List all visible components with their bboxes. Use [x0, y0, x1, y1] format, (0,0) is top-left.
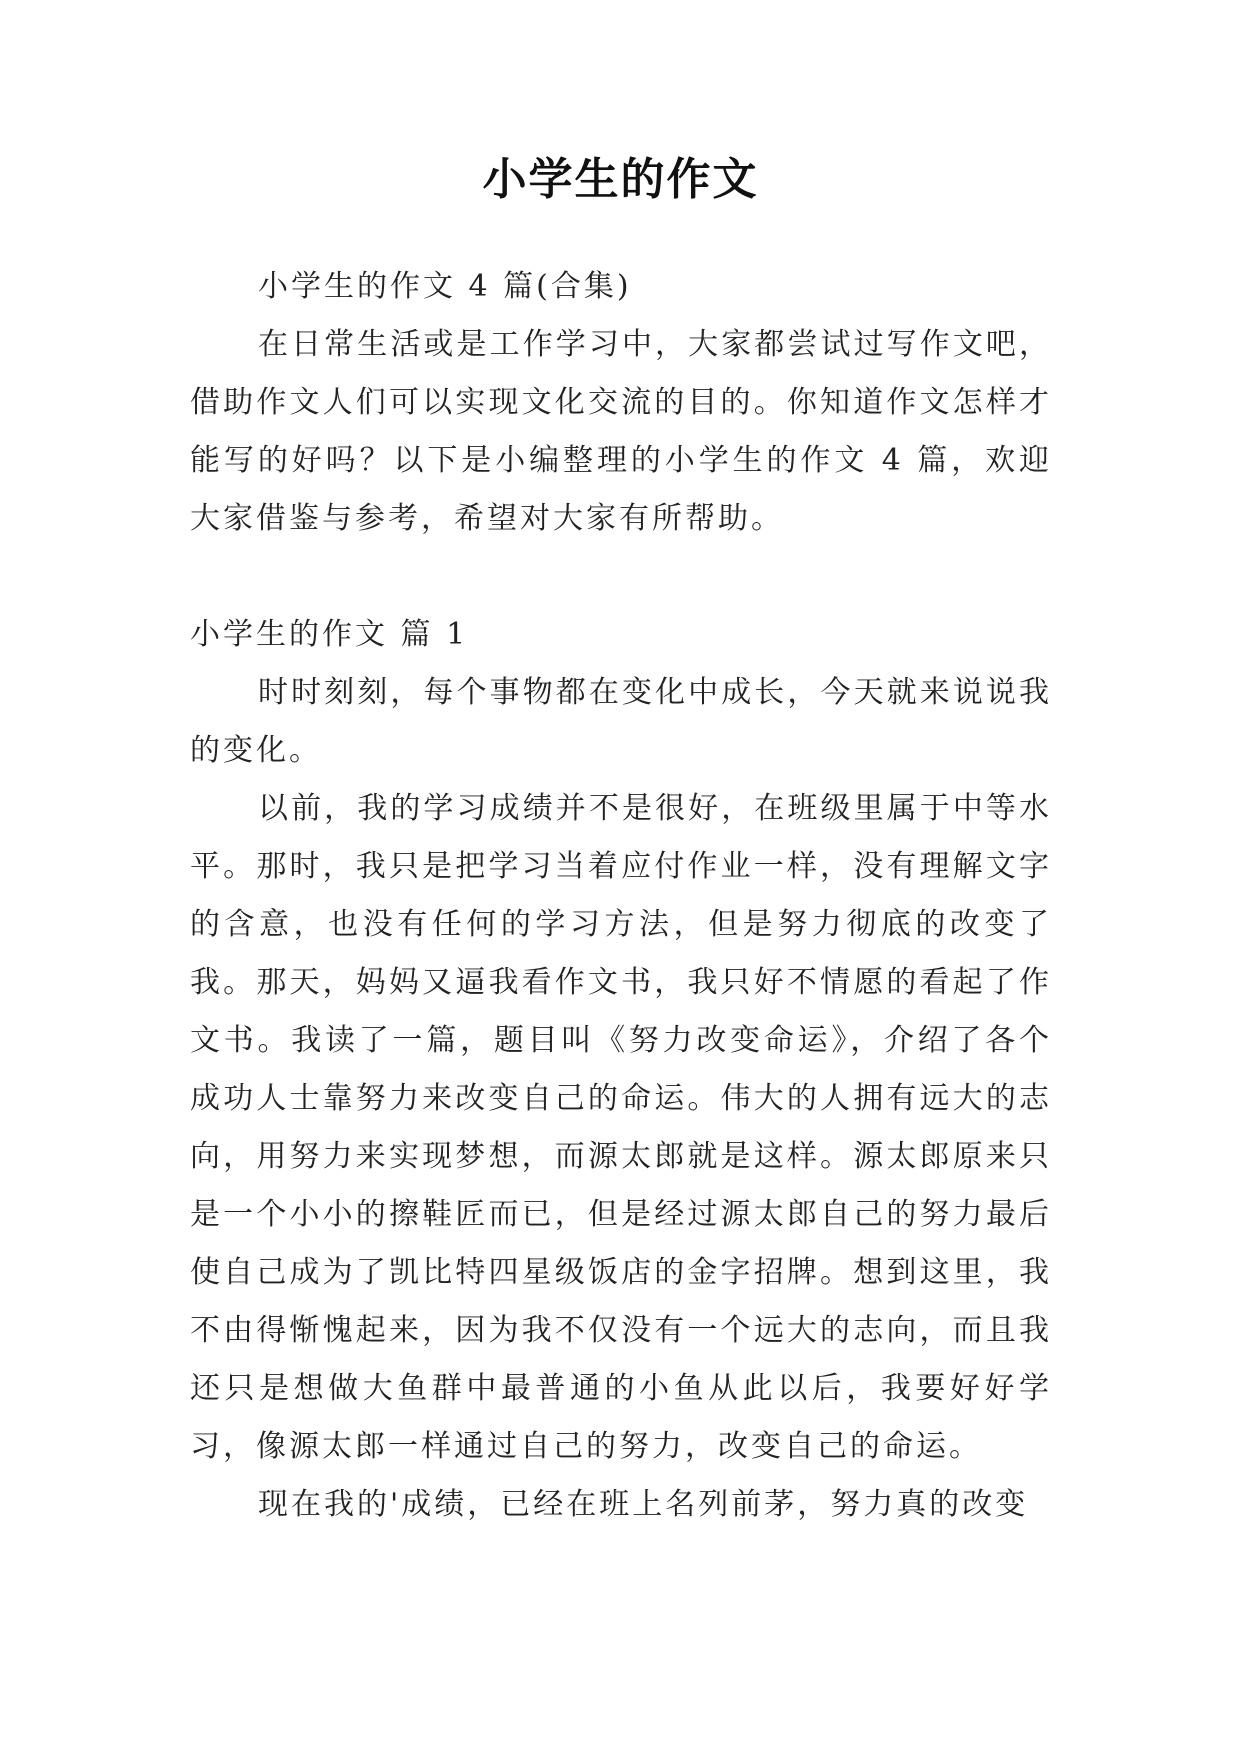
intro-paragraph: 在日常生活或是工作学习中，大家都尝试过写作文吧，借助作文人们可以实现文化交流的目的。你知道作文怎样才能写的好吗？以下是小编整理的小学生的作文 4 篇，欢迎大家借鉴与参考，希望对大家有所帮助。 [190, 327, 1052, 536]
body-paragraph: 现在我的'成绩，已经在班上名列前茅，努力真的改变 [258, 1487, 1029, 1522]
document-title: 小学生的作文 [482, 154, 759, 205]
document-subtitle: 小学生的作文 4 篇(合集) [258, 269, 632, 304]
section-heading: 小学生的作文 篇 1 [190, 617, 469, 652]
body-paragraph: 以前，我的学习成绩并不是很好，在班级里属于中等水平。那时，我只是把学习当着应付作业一样，没有理解文字的含意，也没有任何的学习方法，但是努力彻底的改变了我。那天，妈妈又逼我看作文书，我只好不情愿的看起了作文书。我读了一篇，题目叫《努力改变命运》，介绍了各个成功人士靠努力来改变自己的命运。伟大的人拥有远大的志向，用努力来实现梦想，而源太郎就是这样。源太郎原来只是一个小小的擦鞋匠而已，但是经过源太郎自己的努力最后使自己成为了凯比特四星级饭店的金字招牌。想到这里，我不由得惭愧起来，因为我不仅没有一个远大的志向，而且我还只是想做大鱼群中最普通的小鱼从此以后，我要好好学习，像源太郎一样通过自己的努力，改变自己的命运。 [190, 791, 1052, 1464]
document-body [190, 258, 1052, 1534]
body-paragraph: 时时刻刻，每个事物都在变化中成长，今天就来说说我的变化。 [190, 675, 1052, 768]
